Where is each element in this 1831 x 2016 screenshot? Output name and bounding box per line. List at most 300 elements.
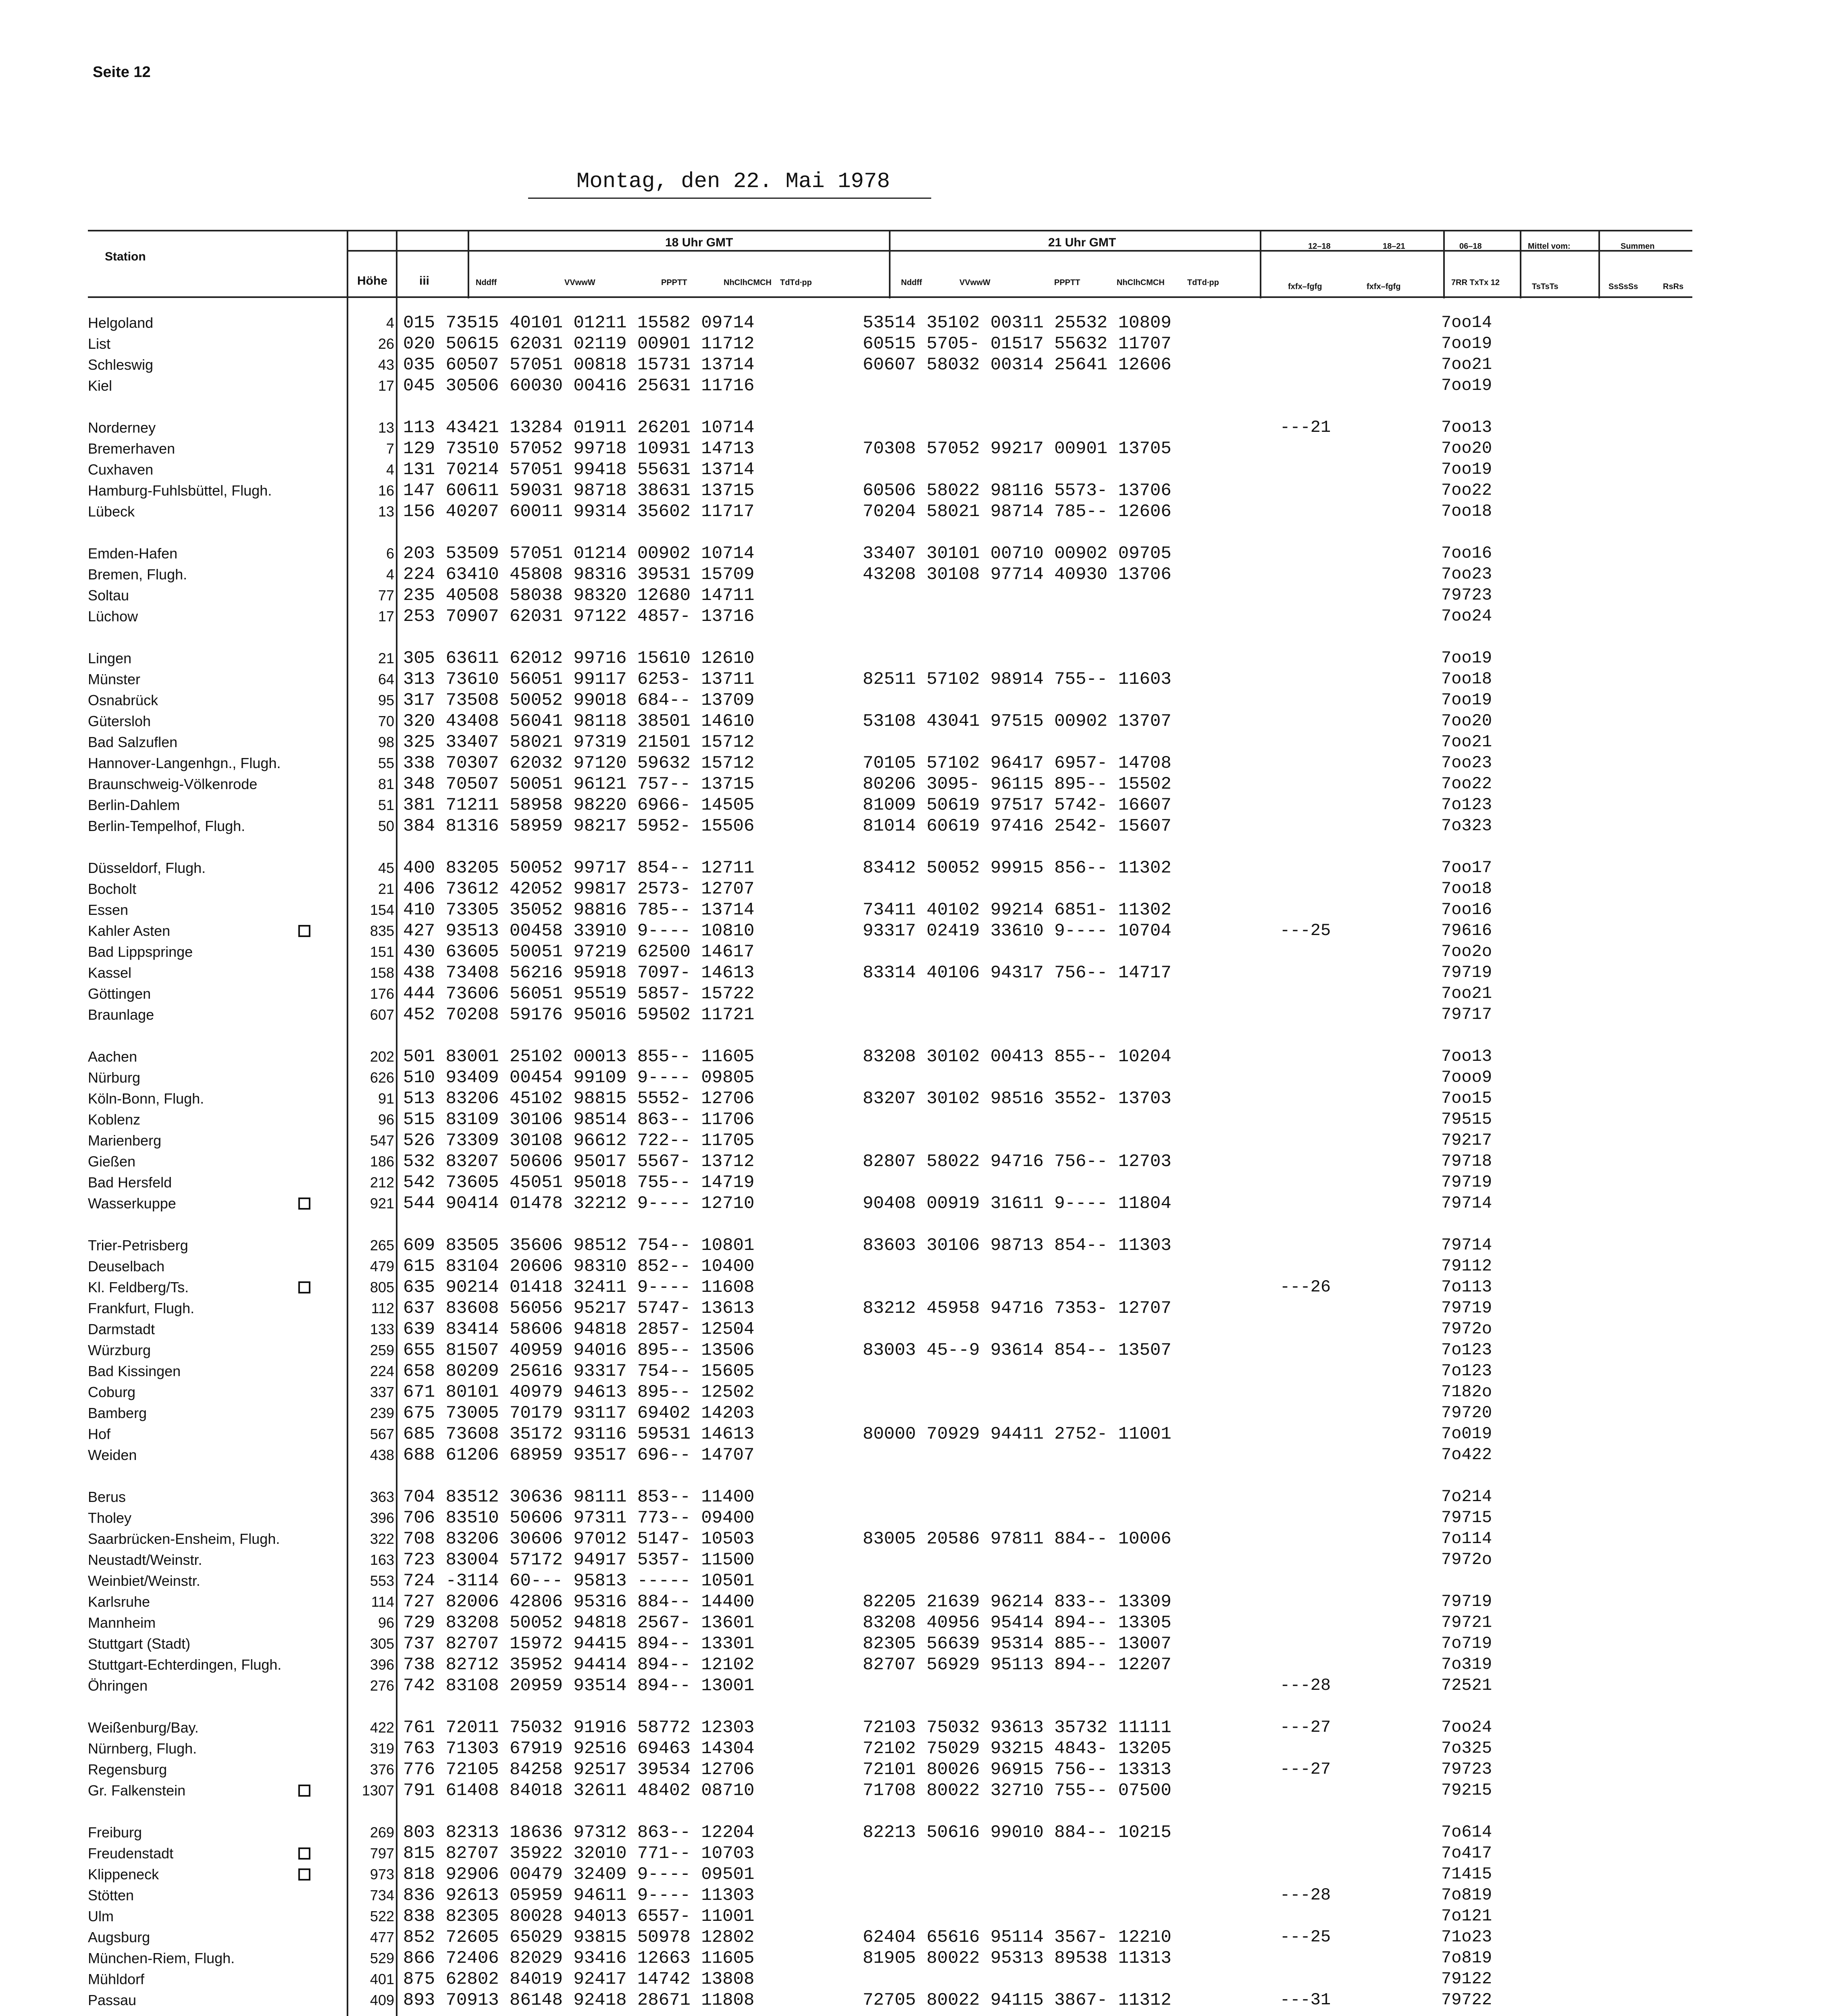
date-title: Montag, den 22. Mai 1978 bbox=[576, 169, 890, 194]
station-hoehe: 6 bbox=[386, 545, 394, 562]
obs-18: 724 -3114 60--- 95813 ----- 10501 bbox=[403, 1571, 755, 1591]
station-hoehe: 438 bbox=[370, 1447, 394, 1463]
station-hoehe: 921 bbox=[370, 1195, 394, 1212]
mittel-value: 79718 bbox=[1441, 1152, 1492, 1171]
station-name: Trier-Petrisberg bbox=[88, 1237, 188, 1254]
mittel-value: 7ooo9 bbox=[1441, 1068, 1492, 1087]
station-name: Weinbiet/Weinstr. bbox=[88, 1572, 200, 1589]
obs-18: 655 81507 40959 94016 895-- 13506 bbox=[403, 1340, 755, 1360]
mittel-value: 79719 bbox=[1441, 963, 1492, 982]
obs-18: 818 92906 00479 32409 9---- 09501 bbox=[403, 1864, 755, 1885]
station-name: Osnabrück bbox=[88, 692, 158, 708]
obs-18: 313 73610 56051 99117 6253- 13711 bbox=[403, 669, 755, 689]
obs-18: 761 72011 75032 91916 58772 12303 bbox=[403, 1718, 755, 1738]
mittel-value: 79719 bbox=[1441, 1298, 1492, 1318]
mittel-value: 7o319 bbox=[1441, 1655, 1492, 1674]
col-rule-21 bbox=[889, 230, 891, 298]
obs-18: 544 90414 01478 32212 9---- 12710 bbox=[403, 1193, 755, 1214]
hoehe-header: Höhe bbox=[357, 274, 387, 287]
obs-18: 704 83512 30636 98111 853-- 11400 bbox=[403, 1487, 755, 1507]
obs-21: 43208 30108 97714 40930 13706 bbox=[863, 564, 1171, 585]
sub-r1: fxfx–fgfg bbox=[1288, 282, 1322, 291]
station-name: Bad Salzuflen bbox=[88, 734, 178, 750]
obs-18: 532 83207 50606 95017 5567- 13712 bbox=[403, 1152, 755, 1172]
station-name: Bad Lippspringe bbox=[88, 943, 193, 960]
obs-21: 82213 50616 99010 884-- 10215 bbox=[863, 1822, 1171, 1843]
mittel-value: 7o614 bbox=[1441, 1822, 1492, 1842]
obs-18: 658 80209 25616 93317 754-- 15605 bbox=[403, 1361, 755, 1381]
mittel-value: 79515 bbox=[1441, 1110, 1492, 1129]
station-name: Wasserkuppe bbox=[88, 1195, 176, 1212]
station-hoehe: 17 bbox=[378, 377, 394, 394]
col-rule-iii bbox=[396, 230, 397, 2016]
wind-gust: ---28 bbox=[1280, 1885, 1331, 1905]
station-hoehe: 16 bbox=[378, 482, 394, 499]
mittel-header: Mittel vom: bbox=[1528, 242, 1571, 251]
obs-21: 83412 50052 99915 856-- 11302 bbox=[863, 858, 1171, 878]
station-hoehe: 337 bbox=[370, 1384, 394, 1400]
station-name: Darmstadt bbox=[88, 1321, 155, 1337]
mittel-value: 7oo18 bbox=[1441, 502, 1492, 521]
station-name: Berus bbox=[88, 1489, 126, 1505]
station-hoehe: 176 bbox=[370, 985, 394, 1002]
obs-18: 147 60611 59031 98718 38631 13715 bbox=[403, 481, 755, 501]
c18-td: TdTd∙pp bbox=[780, 278, 812, 287]
mittel-value: 7972o bbox=[1441, 1319, 1492, 1339]
station-hoehe: 96 bbox=[378, 1111, 394, 1128]
mittel-value: 7972o bbox=[1441, 1550, 1492, 1569]
obs-18: 708 83206 30606 97012 5147- 10503 bbox=[403, 1529, 755, 1549]
c18-vvwww: VVwwW bbox=[564, 278, 595, 287]
wind-gust: ---21 bbox=[1280, 418, 1331, 437]
r1218-header: 12–18 bbox=[1308, 242, 1331, 251]
station-hoehe: 401 bbox=[370, 1971, 394, 1987]
obs-18: 203 53509 57051 01214 00902 10714 bbox=[403, 544, 755, 564]
station-hoehe: 43 bbox=[378, 356, 394, 373]
obs-18: 235 40508 58038 98320 12680 14711 bbox=[403, 585, 755, 606]
obs-21: 93317 02419 33610 9---- 10704 bbox=[863, 921, 1171, 941]
obs-21: 60607 58032 00314 25641 12606 bbox=[863, 355, 1171, 375]
station-name: Aachen bbox=[88, 1048, 137, 1065]
station-hoehe: 797 bbox=[370, 1845, 394, 1862]
obs-21: 82305 56639 95314 885-- 13007 bbox=[863, 1634, 1171, 1654]
mittel-value: 7o123 bbox=[1441, 795, 1492, 814]
station-hoehe: 21 bbox=[378, 650, 394, 666]
station-name: Hof bbox=[88, 1426, 111, 1442]
station-hoehe: 805 bbox=[370, 1279, 394, 1295]
obs-18: 723 83004 57172 94917 5357- 11500 bbox=[403, 1550, 755, 1570]
obs-21: 72705 80022 94115 3867- 11312 bbox=[863, 1990, 1171, 2010]
obs-18: 438 73408 56216 95918 7097- 14613 bbox=[403, 963, 755, 983]
station-name: Deuselbach bbox=[88, 1258, 165, 1275]
mittel-value: 7o323 bbox=[1441, 816, 1492, 835]
obs-18: 803 82313 18636 97312 863-- 12204 bbox=[403, 1822, 755, 1843]
empty-square-icon bbox=[298, 1785, 310, 1797]
obs-18: 325 33407 58021 97319 21501 15712 bbox=[403, 732, 755, 752]
obs-18: 510 93409 00454 99109 9---- 09805 bbox=[403, 1068, 755, 1088]
mittel-value: 79616 bbox=[1441, 921, 1492, 940]
station-hoehe: 363 bbox=[370, 1489, 394, 1505]
obs-21: 72101 80026 96915 756-- 13313 bbox=[863, 1760, 1171, 1780]
mittel-value: 79719 bbox=[1441, 1173, 1492, 1192]
obs-18: 015 73515 40101 01211 15582 09714 bbox=[403, 313, 755, 333]
mittel-value: 79717 bbox=[1441, 1005, 1492, 1024]
station-name: Schleswig bbox=[88, 356, 154, 373]
mittel-value: 7o123 bbox=[1441, 1361, 1492, 1381]
station-name: Mühldorf bbox=[88, 1971, 145, 1987]
mittel-value: 7oo24 bbox=[1441, 1718, 1492, 1737]
station-name: München-Riem, Flugh. bbox=[88, 1950, 235, 1966]
obs-21: 81905 80022 95313 89538 11313 bbox=[863, 1948, 1171, 1968]
mittel-value: 7o113 bbox=[1441, 1277, 1492, 1297]
obs-18: 129 73510 57052 99718 10931 14713 bbox=[403, 439, 755, 459]
station-hoehe: 112 bbox=[371, 1300, 394, 1316]
station-hoehe: 91 bbox=[378, 1090, 394, 1107]
station-hoehe: 259 bbox=[370, 1342, 394, 1358]
obs-18: 706 83510 50606 97311 773-- 09400 bbox=[403, 1508, 755, 1528]
station-hoehe: 276 bbox=[370, 1677, 394, 1694]
sub-s1: SsSsSs bbox=[1608, 282, 1638, 291]
obs-18: 742 83108 20959 93514 894-- 13001 bbox=[403, 1676, 755, 1696]
obs-18: 542 73605 45051 95018 755-- 14719 bbox=[403, 1173, 755, 1193]
station-name: Berlin-Dahlem bbox=[88, 797, 180, 813]
station-name: Augsburg bbox=[88, 1929, 150, 1945]
group-21-header: 21 Uhr GMT bbox=[1048, 236, 1116, 249]
station-name: Gießen bbox=[88, 1153, 136, 1170]
mittel-value: 7oo13 bbox=[1441, 1047, 1492, 1066]
mittel-value: 7182o bbox=[1441, 1382, 1492, 1402]
station-hoehe: 607 bbox=[370, 1006, 394, 1023]
station-name: Stötten bbox=[88, 1887, 134, 1904]
empty-square-icon bbox=[298, 1281, 310, 1293]
obs-18: 156 40207 60011 99314 35602 11717 bbox=[403, 502, 755, 522]
station-name: Soltau bbox=[88, 587, 129, 604]
mittel-value: 7oo13 bbox=[1441, 418, 1492, 437]
station-header: Station bbox=[105, 250, 146, 263]
station-name: Berlin-Tempelhof, Flugh. bbox=[88, 818, 246, 834]
obs-18: 317 73508 50052 99018 684-- 13709 bbox=[403, 690, 755, 710]
mittel-value: 79215 bbox=[1441, 1781, 1492, 1800]
station-hoehe: 269 bbox=[370, 1824, 394, 1841]
obs-21: 70204 58021 98714 785-- 12606 bbox=[863, 502, 1171, 522]
obs-21: 60506 58022 98116 5573- 13706 bbox=[863, 481, 1171, 501]
station-hoehe: 322 bbox=[370, 1531, 394, 1547]
station-hoehe: 522 bbox=[370, 1908, 394, 1924]
station-name: Emden-Hafen bbox=[88, 545, 178, 562]
station-name: Braunlage bbox=[88, 1006, 154, 1023]
mittel-value: 7oo18 bbox=[1441, 879, 1492, 898]
station-name: Kahler Asten bbox=[88, 923, 171, 939]
obs-21: 53514 35102 00311 25532 10809 bbox=[863, 313, 1171, 333]
station-hoehe: 734 bbox=[370, 1887, 394, 1904]
station-name: Helgoland bbox=[88, 314, 154, 331]
station-hoehe: 479 bbox=[370, 1258, 394, 1275]
station-hoehe: 77 bbox=[378, 587, 394, 604]
obs-21: 72103 75032 93613 35732 11111 bbox=[863, 1718, 1171, 1738]
station-hoehe: 265 bbox=[370, 1237, 394, 1254]
obs-18: 253 70907 62031 97122 4857- 13716 bbox=[403, 606, 755, 627]
obs-21: 83208 30102 00413 855-- 10204 bbox=[863, 1047, 1171, 1067]
station-name: Kl. Feldberg/Ts. bbox=[88, 1279, 189, 1295]
station-name: Frankfurt, Flugh. bbox=[88, 1300, 195, 1316]
obs-21: 90408 00919 31611 9---- 11804 bbox=[863, 1193, 1171, 1214]
station-hoehe: 973 bbox=[370, 1866, 394, 1883]
station-hoehe: 151 bbox=[370, 943, 394, 960]
station-hoehe: 98 bbox=[378, 734, 394, 750]
mittel-value: 79720 bbox=[1441, 1403, 1492, 1422]
station-name: Bocholt bbox=[88, 881, 137, 897]
station-hoehe: 396 bbox=[370, 1656, 394, 1673]
station-name: Gütersloh bbox=[88, 713, 151, 729]
obs-21: 83005 20586 97811 884-- 10006 bbox=[863, 1529, 1171, 1549]
station-name: Hannover-Langenhgn., Flugh. bbox=[88, 755, 281, 771]
station-hoehe: 4 bbox=[386, 461, 394, 478]
col-rule-r bbox=[1260, 230, 1261, 298]
obs-18: 738 82712 35952 94414 894-- 12102 bbox=[403, 1655, 755, 1675]
sub-m: TsTsTs bbox=[1532, 282, 1558, 291]
obs-18: 671 80101 40979 94613 895-- 12502 bbox=[403, 1382, 755, 1402]
station-name: Nürburg bbox=[88, 1069, 141, 1086]
mittel-value: 7o114 bbox=[1441, 1529, 1492, 1548]
obs-18: 035 60507 57051 00818 15731 13714 bbox=[403, 355, 755, 375]
station-hoehe: 1307 bbox=[362, 1782, 394, 1799]
station-hoehe: 81 bbox=[378, 776, 394, 792]
station-name: Neustadt/Weinstr. bbox=[88, 1552, 202, 1568]
obs-18: 513 83206 45102 98815 5552- 12706 bbox=[403, 1089, 755, 1109]
obs-21: 80000 70929 94411 2752- 11001 bbox=[863, 1424, 1171, 1444]
station-name: Freiburg bbox=[88, 1824, 142, 1841]
station-name: Bremen, Flugh. bbox=[88, 566, 187, 583]
mittel-value: 72521 bbox=[1441, 1676, 1492, 1695]
mittel-value: 79715 bbox=[1441, 1508, 1492, 1527]
obs-18: 615 83104 20606 98310 852-- 10400 bbox=[403, 1256, 755, 1277]
obs-18: 305 63611 62012 99716 15610 12610 bbox=[403, 648, 755, 669]
obs-21: 71708 80022 32710 755-- 07500 bbox=[863, 1781, 1171, 1801]
sub-r3: 7RR TxTx 12 bbox=[1451, 278, 1500, 287]
station-name: Freudenstadt bbox=[88, 1845, 174, 1862]
mittel-value: 7o819 bbox=[1441, 1948, 1492, 1968]
station-name: Ulm bbox=[88, 1908, 114, 1924]
iii-header: iii bbox=[419, 274, 430, 287]
station-hoehe: 70 bbox=[378, 713, 394, 729]
obs-18: 320 43408 56041 98118 38501 14610 bbox=[403, 711, 755, 731]
obs-18: 635 90214 01418 32411 9---- 11608 bbox=[403, 1277, 755, 1297]
station-hoehe: 224 bbox=[370, 1363, 394, 1379]
mittel-value: 79217 bbox=[1441, 1131, 1492, 1150]
obs-18: 400 83205 50052 99717 854-- 12711 bbox=[403, 858, 755, 878]
mittel-value: 7oo2o bbox=[1441, 942, 1492, 961]
obs-18: 893 70913 86148 92418 28671 11808 bbox=[403, 1990, 755, 2010]
station-hoehe: 154 bbox=[370, 902, 394, 918]
obs-21: 62404 65616 95114 3567- 12210 bbox=[863, 1927, 1171, 1947]
station-name: Lübeck bbox=[88, 503, 135, 520]
mittel-value: 7oo16 bbox=[1441, 544, 1492, 563]
obs-18: 406 73612 42052 99817 2573- 12707 bbox=[403, 879, 755, 899]
empty-square-icon bbox=[298, 925, 310, 937]
c18-nddff: Nddff bbox=[476, 278, 497, 287]
station-hoehe: 133 bbox=[370, 1321, 394, 1337]
obs-21: 80206 3095- 96115 895-- 15502 bbox=[863, 774, 1171, 794]
mittel-value: 7oo19 bbox=[1441, 334, 1492, 353]
mittel-value: 7o719 bbox=[1441, 1634, 1492, 1653]
station-name: Bamberg bbox=[88, 1405, 147, 1421]
obs-21: 33407 30101 00710 00902 09705 bbox=[863, 544, 1171, 564]
obs-18: 737 82707 15972 94415 894-- 13301 bbox=[403, 1634, 755, 1654]
station-hoehe: 529 bbox=[370, 1950, 394, 1966]
mittel-value: 7oo23 bbox=[1441, 564, 1492, 584]
obs-21: 82807 58022 94716 756-- 12703 bbox=[863, 1152, 1171, 1172]
obs-18: 685 73608 35172 93116 59531 14613 bbox=[403, 1424, 755, 1444]
station-name: Karlsruhe bbox=[88, 1593, 150, 1610]
mittel-value: 71415 bbox=[1441, 1864, 1492, 1884]
mittel-value: 7oo20 bbox=[1441, 439, 1492, 458]
wind-gust: ---25 bbox=[1280, 1927, 1331, 1947]
col-rule-mittel bbox=[1520, 230, 1521, 298]
obs-18: 688 61206 68959 93517 696-- 14707 bbox=[403, 1445, 755, 1465]
mittel-value: 7oo21 bbox=[1441, 732, 1492, 752]
wind-gust: ---27 bbox=[1280, 1718, 1331, 1737]
mittel-value: 7oo22 bbox=[1441, 774, 1492, 793]
station-hoehe: 13 bbox=[378, 503, 394, 520]
obs-21: 70105 57102 96417 6957- 14708 bbox=[863, 753, 1171, 773]
obs-18: 637 83608 56056 95217 5747- 13613 bbox=[403, 1298, 755, 1318]
obs-18: 020 50615 62031 02119 00901 11712 bbox=[403, 334, 755, 354]
obs-21: 70308 57052 99217 00901 13705 bbox=[863, 439, 1171, 459]
mittel-value: 79723 bbox=[1441, 585, 1492, 605]
station-hoehe: 319 bbox=[370, 1740, 394, 1757]
station-name: Braunschweig-Völkenrode bbox=[88, 776, 258, 792]
station-name: Öhringen bbox=[88, 1677, 148, 1694]
mittel-value: 79112 bbox=[1441, 1256, 1492, 1276]
mittel-value: 7oo21 bbox=[1441, 984, 1492, 1003]
station-hoehe: 114 bbox=[371, 1593, 394, 1610]
mittel-value: 71o23 bbox=[1441, 1927, 1492, 1947]
mittel-value: 7oo24 bbox=[1441, 606, 1492, 626]
mittel-value: 7oo17 bbox=[1441, 858, 1492, 877]
mittel-value: 79723 bbox=[1441, 1760, 1492, 1779]
c21-pppt: PPPTT bbox=[1054, 278, 1080, 287]
station-hoehe: 50 bbox=[378, 818, 394, 834]
station-name: Cuxhaven bbox=[88, 461, 154, 478]
mittel-value: 7o417 bbox=[1441, 1843, 1492, 1863]
mittel-value: 7o214 bbox=[1441, 1487, 1492, 1506]
station-hoehe: 396 bbox=[370, 1510, 394, 1526]
station-hoehe: 202 bbox=[370, 1048, 394, 1065]
obs-21: 83603 30106 98713 854-- 11303 bbox=[863, 1235, 1171, 1256]
station-name: Tholey bbox=[88, 1510, 132, 1526]
obs-18: 776 72105 84258 92517 39534 12706 bbox=[403, 1760, 755, 1780]
obs-18: 348 70507 50051 96121 757-- 13715 bbox=[403, 774, 755, 794]
obs-21: 83314 40106 94317 756-- 14717 bbox=[863, 963, 1171, 983]
mittel-value: 7oo21 bbox=[1441, 355, 1492, 374]
sub-s2: RsRs bbox=[1663, 282, 1684, 291]
station-name: Weißenburg/Bay. bbox=[88, 1719, 199, 1736]
station-name: Regensburg bbox=[88, 1761, 167, 1778]
mittel-value: 7oo19 bbox=[1441, 376, 1492, 395]
header-mid-rule bbox=[347, 250, 1692, 252]
wind-gust: ---25 bbox=[1280, 921, 1331, 940]
empty-square-icon bbox=[298, 1847, 310, 1860]
obs-18: 131 70214 57051 99418 55631 13714 bbox=[403, 460, 755, 480]
mittel-value: 7oo23 bbox=[1441, 753, 1492, 773]
station-name: Lingen bbox=[88, 650, 132, 666]
mittel-value: 7oo22 bbox=[1441, 481, 1492, 500]
col-rule-m bbox=[1443, 230, 1445, 298]
station-name: Göttingen bbox=[88, 985, 151, 1002]
page-label: Seite 12 bbox=[93, 64, 151, 81]
col-rule-18 bbox=[468, 230, 469, 298]
station-name: Lüchow bbox=[88, 608, 138, 625]
station-hoehe: 239 bbox=[370, 1405, 394, 1421]
station-hoehe: 45 bbox=[378, 860, 394, 876]
station-name: Münster bbox=[88, 671, 141, 687]
station-name: Gr. Falkenstein bbox=[88, 1782, 186, 1799]
obs-18: 609 83505 35606 98512 754-- 10801 bbox=[403, 1235, 755, 1256]
mittel-value: 79122 bbox=[1441, 1969, 1492, 1989]
obs-18: 866 72406 82029 93416 12663 11605 bbox=[403, 1948, 755, 1968]
obs-18: 675 73005 70179 93117 69402 14203 bbox=[403, 1403, 755, 1423]
empty-square-icon bbox=[298, 1198, 310, 1210]
obs-18: 224 63410 45808 98316 39531 15709 bbox=[403, 564, 755, 585]
station-hoehe: 553 bbox=[370, 1572, 394, 1589]
mittel-value: 7oo16 bbox=[1441, 900, 1492, 919]
mittel-value: 7o019 bbox=[1441, 1424, 1492, 1443]
station-hoehe: 51 bbox=[378, 797, 394, 813]
obs-18: 815 82707 35922 32010 771-- 10703 bbox=[403, 1843, 755, 1864]
c21-td: TdTd∙pp bbox=[1187, 278, 1219, 287]
mittel-value: 7o121 bbox=[1441, 1906, 1492, 1926]
station-name: Coburg bbox=[88, 1384, 136, 1400]
mittel-value: 7oo20 bbox=[1441, 711, 1492, 731]
wind-gust: ---28 bbox=[1280, 1676, 1331, 1695]
station-name: List bbox=[88, 335, 111, 352]
sub-r2: fxfx–fgfg bbox=[1367, 282, 1401, 291]
mittel-value: 7o422 bbox=[1441, 1445, 1492, 1464]
station-hoehe: 17 bbox=[378, 608, 394, 625]
mittel-value: 7oo15 bbox=[1441, 1089, 1492, 1108]
obs-18: 444 73606 56051 95519 5857- 15722 bbox=[403, 984, 755, 1004]
wind-gust: ---31 bbox=[1280, 1990, 1331, 2010]
c21-nddff: Nddff bbox=[901, 278, 922, 287]
summen-header: Summen bbox=[1621, 242, 1655, 251]
obs-18: 875 62802 84019 92417 14742 13808 bbox=[403, 1969, 755, 1989]
mittel-value: 7oo19 bbox=[1441, 690, 1492, 710]
obs-18: 727 82006 42806 95316 884-- 14400 bbox=[403, 1592, 755, 1612]
station-hoehe: 158 bbox=[370, 964, 394, 981]
station-hoehe: 567 bbox=[370, 1426, 394, 1442]
obs-18: 639 83414 58606 94818 2857- 12504 bbox=[403, 1319, 755, 1339]
station-name: Bremerhaven bbox=[88, 440, 175, 457]
obs-21: 73411 40102 99214 6851- 11302 bbox=[863, 900, 1171, 920]
station-hoehe: 64 bbox=[378, 671, 394, 687]
obs-21: 81014 60619 97416 2542- 15607 bbox=[863, 816, 1171, 836]
obs-21: 82205 21639 96214 833-- 13309 bbox=[863, 1592, 1171, 1612]
obs-21: 81009 50619 97517 5742- 16607 bbox=[863, 795, 1171, 815]
station-hoehe: 4 bbox=[386, 566, 394, 583]
station-hoehe: 186 bbox=[370, 1153, 394, 1170]
station-hoehe: 305 bbox=[370, 1635, 394, 1652]
mittel-value: 7o123 bbox=[1441, 1340, 1492, 1360]
station-hoehe: 626 bbox=[370, 1069, 394, 1086]
col-rule-summen bbox=[1598, 230, 1600, 298]
station-name: Kiel bbox=[88, 377, 112, 394]
station-name: Passau bbox=[88, 1992, 137, 2008]
station-hoehe: 835 bbox=[370, 923, 394, 939]
obs-18: 045 30506 60030 00416 25631 11716 bbox=[403, 376, 755, 396]
station-name: Nürnberg, Flugh. bbox=[88, 1740, 197, 1757]
station-name: Hamburg-Fuhlsbüttel, Flugh. bbox=[88, 482, 272, 499]
obs-21: 60515 5705- 01517 55632 11707 bbox=[863, 334, 1171, 354]
